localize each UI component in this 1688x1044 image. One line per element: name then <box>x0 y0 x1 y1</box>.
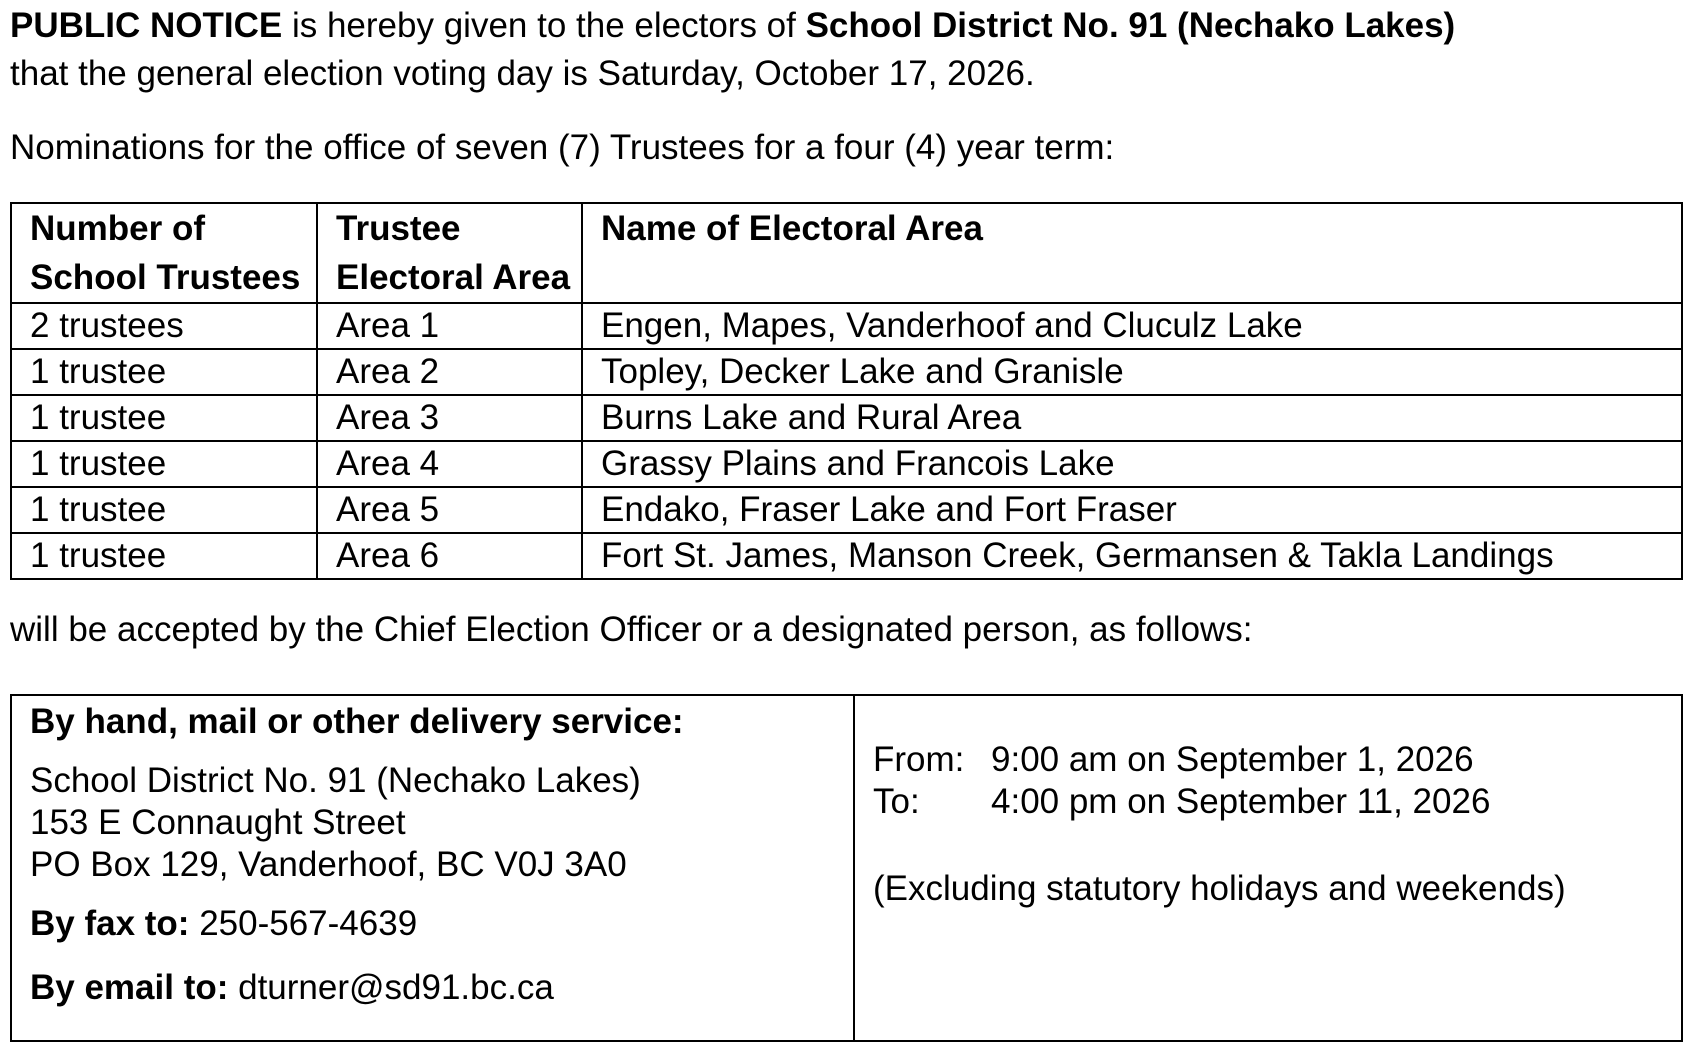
mailing-address <box>30 760 853 886</box>
notice-lead-text: is hereby given to the electors of <box>282 6 806 45</box>
header-trustee-electoral-area: Trustee Electoral Area <box>317 203 582 303</box>
from-label: From: <box>873 740 965 779</box>
header-name-of-electoral-area: Name of Electoral Area <box>582 203 1682 303</box>
email-label: By email to: <box>30 968 229 1007</box>
table-row <box>11 533 1682 579</box>
area-name: Endako, Fraser Lake and Fort Fraser <box>582 487 1682 533</box>
area-number: Area 3 <box>317 395 582 441</box>
table-row <box>11 349 1682 395</box>
electoral-areas-table <box>10 202 1683 580</box>
area-name: Grassy Plains and Francois Lake <box>582 441 1682 487</box>
trustee-count: 1 trustee <box>11 533 317 579</box>
area-name: Topley, Decker Lake and Granisle <box>582 349 1682 395</box>
delivery-methods-cell <box>11 695 854 1041</box>
fax-label: By fax to: <box>30 904 190 943</box>
trustee-count: 2 trustees <box>11 303 317 349</box>
to-label: To: <box>873 782 920 821</box>
district-name: School District No. 91 (Nechako Lakes) <box>805 6 1456 45</box>
trustee-count: 1 trustee <box>11 487 317 533</box>
from-value: 9:00 am on September 1, 2026 <box>991 740 1474 779</box>
delivery-row <box>11 695 1682 1041</box>
area-number: Area 2 <box>317 349 582 395</box>
accepted-by-text: will be accepted by the Chief Election Officer or a designated person, as follows: <box>10 610 1253 649</box>
table-row <box>11 487 1682 533</box>
table-row <box>11 441 1682 487</box>
public-notice-label: PUBLIC NOTICE <box>10 6 283 45</box>
notice-intro <box>10 2 1455 98</box>
fax-number: 250-567-4639 <box>189 904 418 943</box>
area-number: Area 6 <box>317 533 582 579</box>
nominations-text: Nominations for the office of seven (7) Trustees for a four (4) year term: <box>10 128 1115 167</box>
area-number: Area 1 <box>317 303 582 349</box>
delivery-info-table <box>10 694 1683 1042</box>
address-line: 153 E Connaught Street <box>30 803 406 842</box>
notice-line-2: that the general election voting day is Saturday, October 17, 2026. <box>10 54 1035 93</box>
to-row <box>873 781 1681 823</box>
to-value: 4:00 pm on September 11, 2026 <box>991 782 1491 821</box>
area-name: Burns Lake and Rural Area <box>582 395 1682 441</box>
email-line <box>30 964 853 1012</box>
area-number: Area 5 <box>317 487 582 533</box>
nomination-period-cell <box>854 695 1682 1041</box>
notice-line-1 <box>10 2 1455 50</box>
nomination-period <box>873 739 1681 823</box>
address-line: School District No. 91 (Nechako Lakes) <box>30 761 641 800</box>
area-number: Area 4 <box>317 441 582 487</box>
delivery-heading: By hand, mail or other delivery service: <box>30 702 684 741</box>
fax-line <box>30 900 853 948</box>
header-number-of-trustees: Number of School Trustees <box>11 203 317 303</box>
table-row <box>11 303 1682 349</box>
area-name: Engen, Mapes, Vanderhoof and Cluculz Lake <box>582 303 1682 349</box>
table-row <box>11 395 1682 441</box>
excluding-note: (Excluding statutory holidays and weekends) <box>873 869 1566 908</box>
table-header-row <box>11 203 1682 303</box>
address-line: PO Box 129, Vanderhoof, BC V0J 3A0 <box>30 845 627 884</box>
from-row <box>873 739 1681 781</box>
trustee-count: 1 trustee <box>11 349 317 395</box>
trustee-count: 1 trustee <box>11 441 317 487</box>
area-name: Fort St. James, Manson Creek, Germansen & Takla Landings <box>582 533 1682 579</box>
email-address[interactable]: dturner@sd91.bc.ca <box>228 968 554 1007</box>
trustee-count: 1 trustee <box>11 395 317 441</box>
